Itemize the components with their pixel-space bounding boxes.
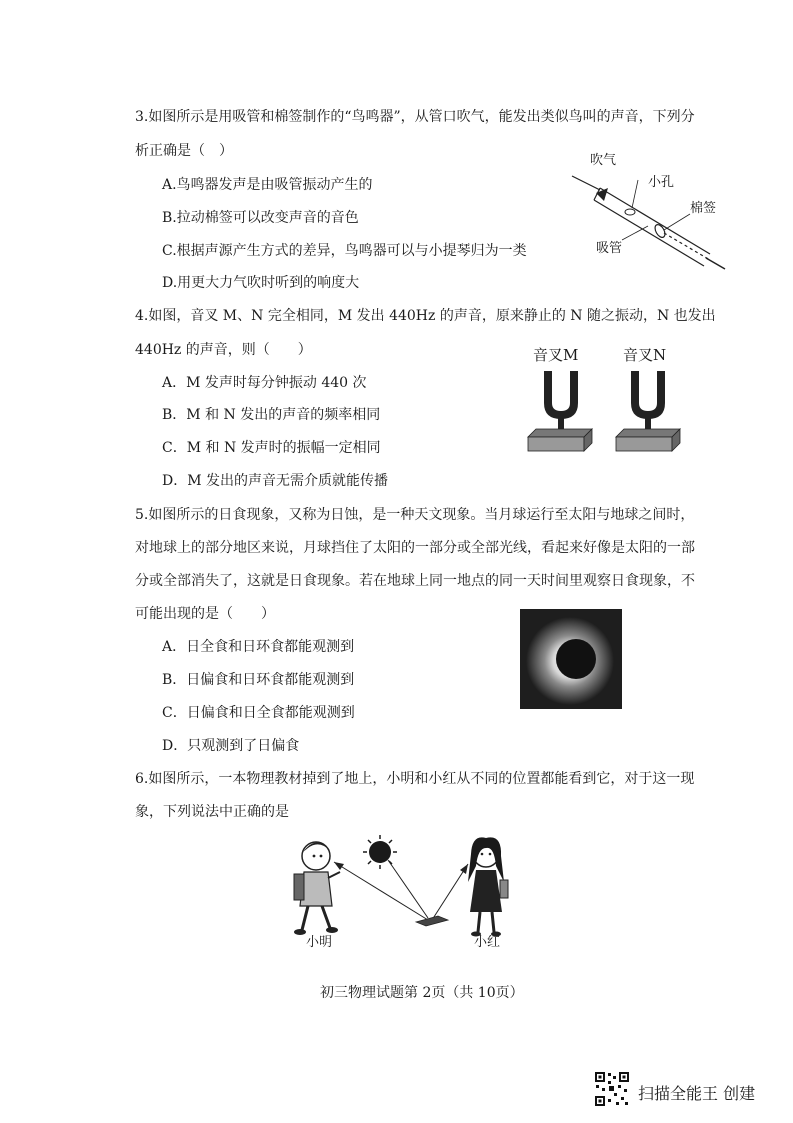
q4-option-b: B．M 和 N 发出的声音的频率相同 <box>162 407 381 423</box>
textbook-icon <box>416 916 448 926</box>
tuning-forks-drawing <box>524 345 694 460</box>
q5-option-d: D．只观测到了日偏食 <box>162 738 300 754</box>
bird-whistle-figure <box>560 148 760 288</box>
q4-option-c: C．M 和 N 发声时的振幅一定相同 <box>162 440 381 456</box>
q3-stem-line1: 3.如图所示是用吸管和棉签制作的“鸟鸣器”，从管口吹气，能发出类似鸟叫的声音，下列分 <box>135 109 695 125</box>
q3-option-b: B.拉动棉签可以改变声音的音色 <box>162 210 359 226</box>
blow-label: 吹气 <box>590 153 617 168</box>
scanner-brand-text: 扫描全能王 创建 <box>638 1084 756 1103</box>
q6-stem-line1: 6.如图所示，一本物理教材掉到了地上，小明和小红从不同的位置都能看到它，对于这一现 <box>135 771 695 787</box>
hole-label: 小孔 <box>648 175 675 190</box>
boy-icon <box>294 842 340 935</box>
sun-icon <box>363 835 397 869</box>
q5-option-c: C．日偏食和日全食都能观测到 <box>162 705 355 721</box>
qr-code-icon <box>594 1071 630 1107</box>
fork-m-icon <box>528 371 592 451</box>
q5-stem-line1: 5.如图所示的日食现象，又称为日蚀，是一种天文现象。当月球运行至太阳与地球之间时， <box>135 507 695 523</box>
q4-option-a: A．M 发声时每分钟振动 440 次 <box>162 375 367 391</box>
straw-label: 吸管 <box>596 241 623 256</box>
fork-n-icon <box>616 371 680 451</box>
boy-label: 小明 <box>306 935 333 950</box>
solar-eclipse-photo <box>520 609 622 709</box>
q3-option-d: D.用更大力气吹时听到的响度大 <box>162 275 360 291</box>
scanner-watermark <box>594 1071 784 1111</box>
q5-option-a: A．日全食和日环食都能观测到 <box>162 639 355 655</box>
q4-stem-line1: 4.如图，音叉 M、N 完全相同，M 发出 440Hz 的声音，原来静止的 N 随之振动，N 也发出 <box>135 308 716 324</box>
fork-n-label: 音叉N <box>623 346 667 364</box>
straw-and-swab-drawing <box>560 148 760 288</box>
q5-stem-line2: 对地球上的部分地区来说，月球挡住了太阳的一部分或全部光线，看起来好像是太阳的一部 <box>135 540 695 556</box>
girl-icon <box>468 837 508 936</box>
fork-m-label: 音叉M <box>533 346 579 364</box>
q5-stem-line4: 可能出现的是（ ） <box>135 606 275 622</box>
tuning-forks-figure <box>524 345 694 460</box>
q4-stem-line2: 440Hz 的声音，则（ ） <box>135 342 312 358</box>
q3-option-c: C.根据声源产生方式的差异，鸟鸣器可以与小提琴归为一类 <box>162 243 527 259</box>
girl-label: 小红 <box>474 935 501 950</box>
q3-option-a: A.鸟鸣器发声是由吸管振动产生的 <box>162 177 373 193</box>
q4-option-d: D．M 发出的声音无需介质就能传播 <box>162 473 389 489</box>
q6-stem-line2: 象，下列说法中正确的是 <box>135 804 289 820</box>
q5-option-b: B．日偏食和日环食都能观测到 <box>162 672 355 688</box>
q5-stem-line3: 分或全部消失了，这就是日食现象。若在地球上同一地点的同一天时间里观察日食现象，不 <box>135 573 695 589</box>
swab-label: 棉签 <box>690 201 717 216</box>
textbook-reflection-figure <box>290 826 530 954</box>
q3-stem-line2: 析正确是（ ） <box>135 143 233 159</box>
page-footer: 初三物理试题第 2页（共 10页） <box>320 985 524 1001</box>
eclipse-icon <box>520 609 622 709</box>
